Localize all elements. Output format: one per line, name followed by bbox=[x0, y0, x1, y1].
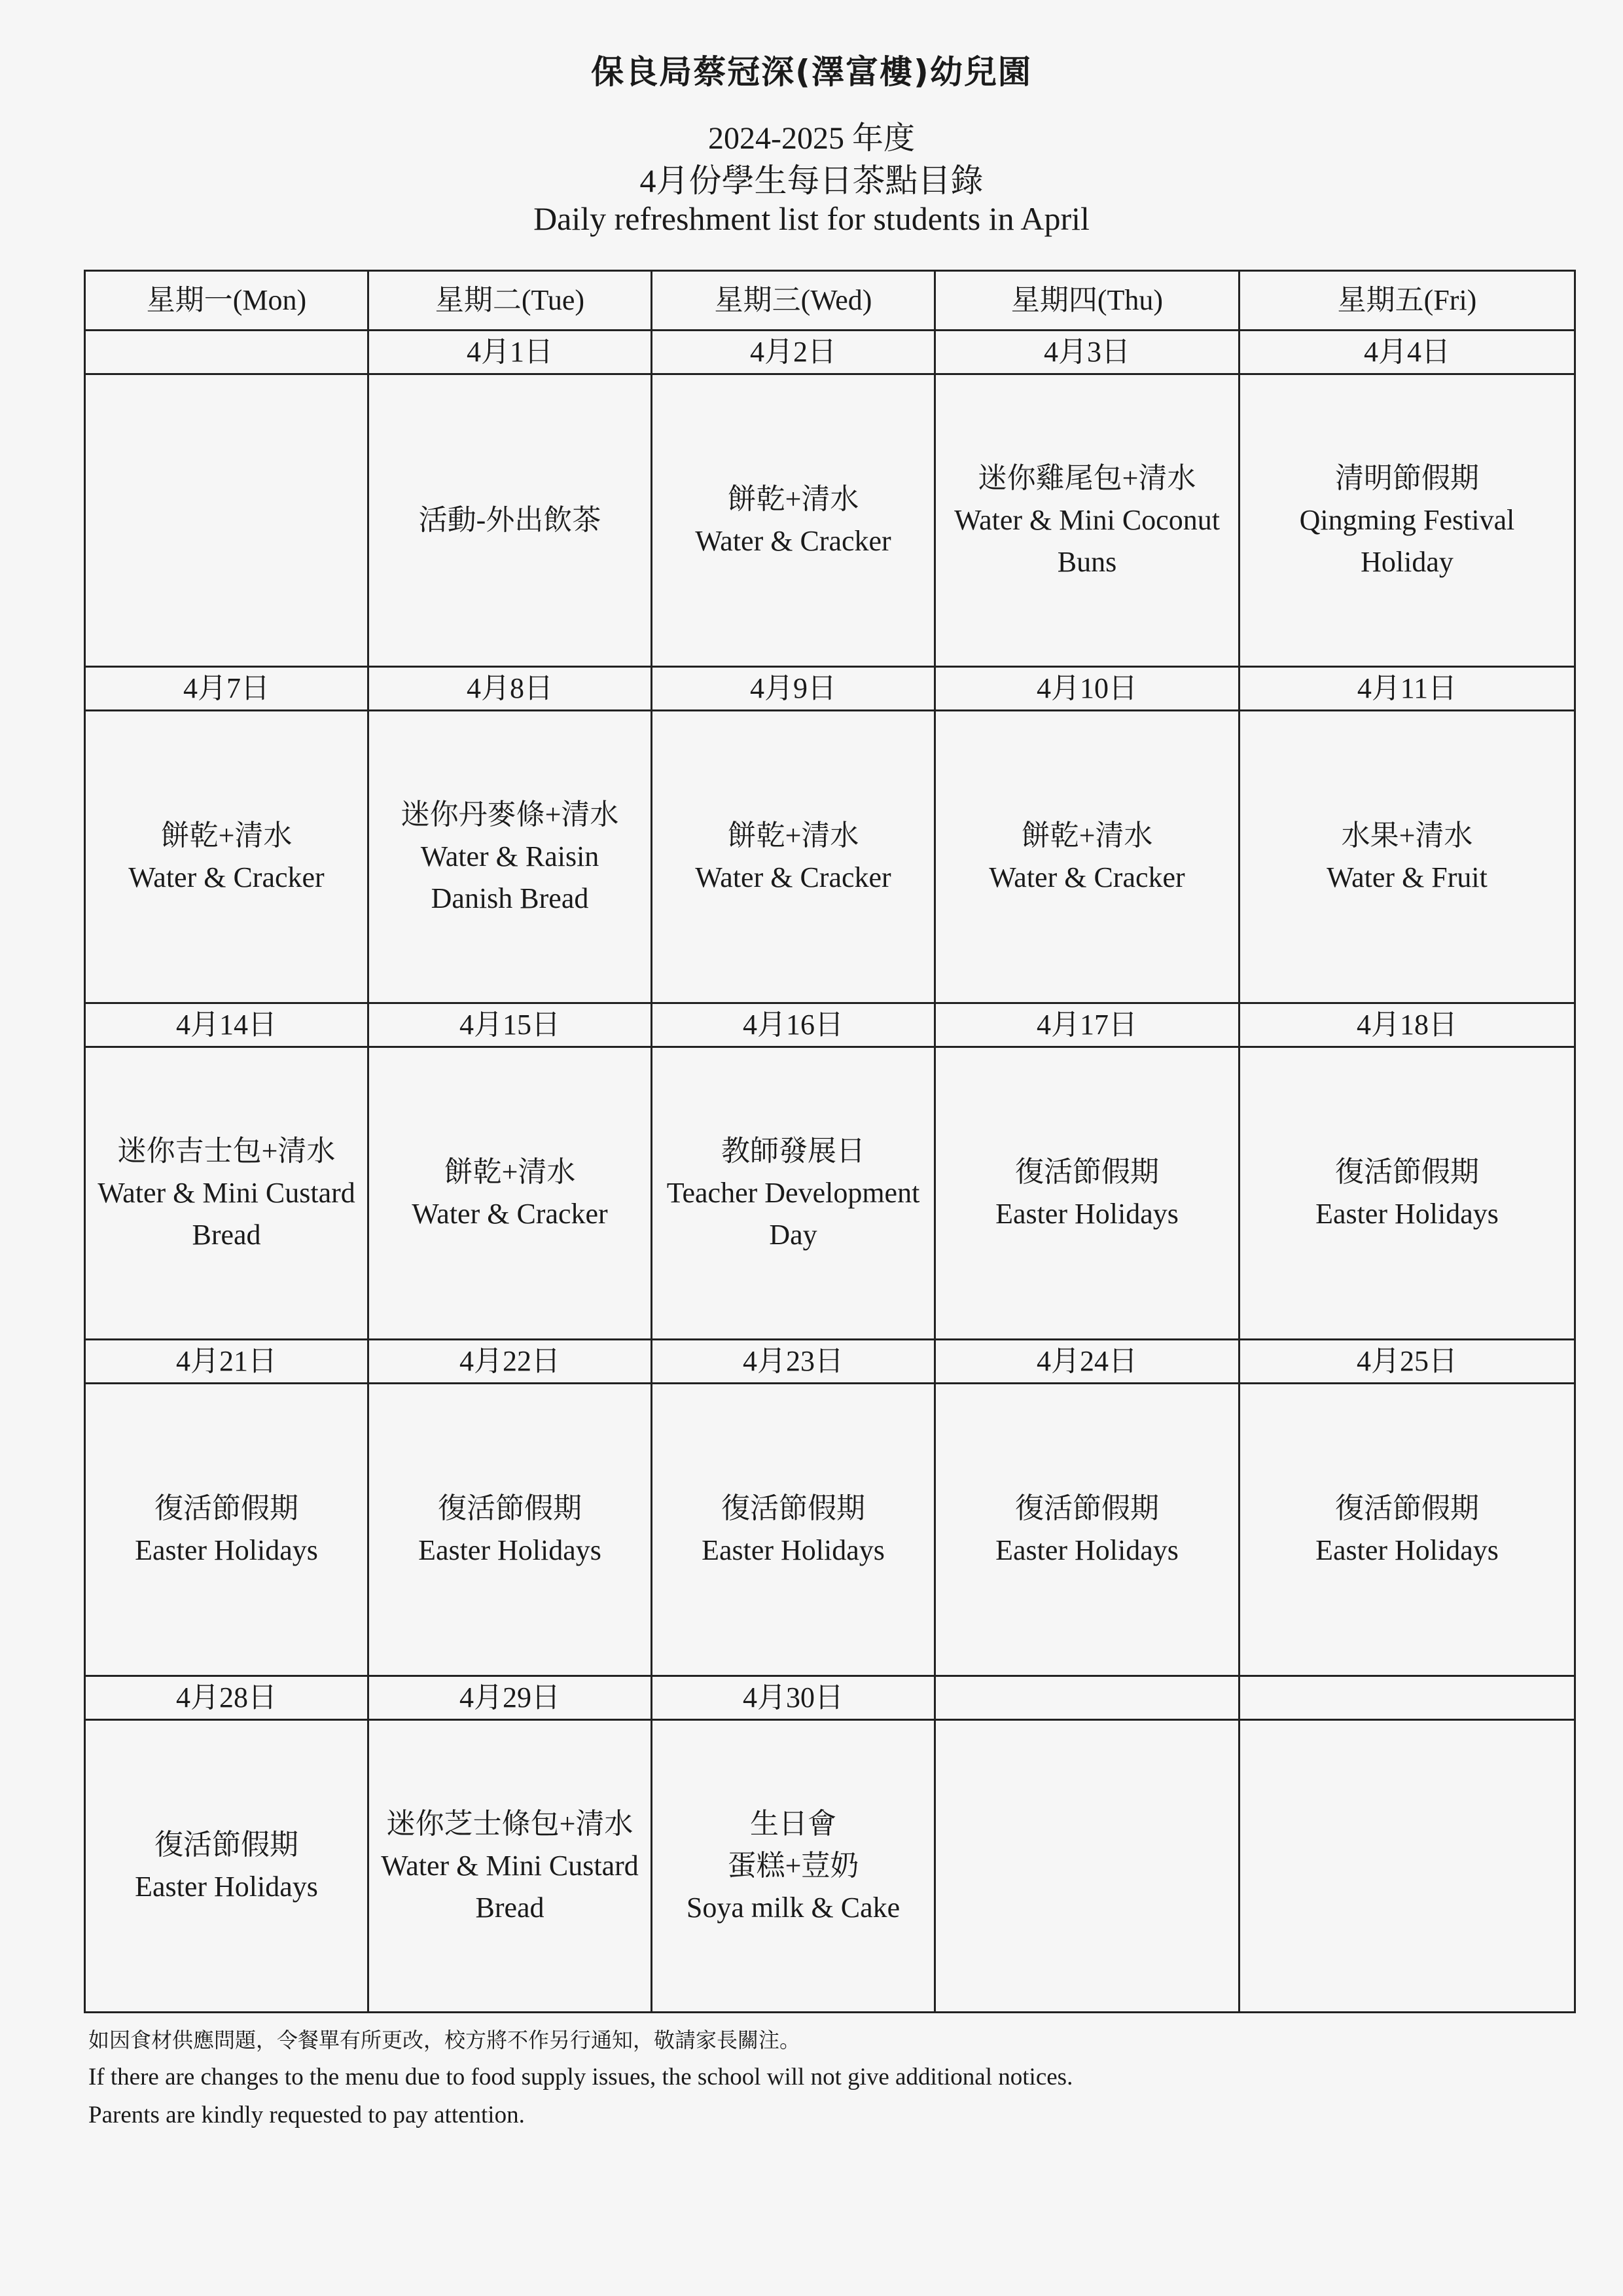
menu-line: 蛋糕+荳奶 bbox=[727, 1850, 859, 1882]
menu-line: Day bbox=[769, 1219, 817, 1251]
footer-note-chinese: 如因食材供應問題，令餐單有所更改，校方將不作另行通知，敬請家長關注。 bbox=[88, 2028, 801, 2053]
menu-line: 水果+清水 bbox=[1341, 819, 1473, 852]
date-row bbox=[85, 667, 1575, 711]
menu-line: Soya milk & Cake bbox=[686, 1892, 901, 1924]
menu-cell bbox=[652, 1047, 935, 1340]
menu-line: Water & Cracker bbox=[989, 861, 1185, 893]
menu-line: 迷你丹麥條+清水 bbox=[401, 798, 619, 831]
menu-line: Water & Mini Custard bbox=[98, 1177, 355, 1209]
menu-row bbox=[85, 711, 1575, 1003]
day-header-thu: 星期四(Thu) bbox=[935, 271, 1240, 331]
menu-line: Bread bbox=[192, 1219, 261, 1251]
menu-line: 餅乾+清水 bbox=[1021, 819, 1153, 852]
menu-line: 餅乾+清水 bbox=[444, 1156, 576, 1188]
menu-cell bbox=[1240, 1720, 1575, 2013]
footer-notes bbox=[88, 2024, 1594, 2139]
date-cell: 4月3日 bbox=[935, 331, 1240, 374]
menu-line: Water & Mini Coconut bbox=[954, 504, 1220, 536]
weekday-header-row bbox=[85, 271, 1575, 331]
menu-cell bbox=[935, 1384, 1240, 1676]
menu-cell bbox=[85, 374, 368, 667]
menu-cell bbox=[1240, 1384, 1575, 1676]
menu-line: Water & Cracker bbox=[412, 1198, 608, 1230]
date-cell: 4月21日 bbox=[85, 1340, 368, 1384]
menu-cell bbox=[935, 711, 1240, 1003]
menu-line: 教師發展日 bbox=[721, 1135, 865, 1167]
date-cell: 4月25日 bbox=[1240, 1340, 1575, 1384]
menu-cell bbox=[85, 711, 368, 1003]
menu-line: Water & Raisin bbox=[420, 840, 599, 872]
menu-line: Danish Bread bbox=[431, 882, 589, 914]
date-cell: 4月7日 bbox=[85, 667, 368, 711]
menu-line: Teacher Development bbox=[666, 1177, 920, 1209]
school-name: 保良局蔡冠深(澤富樓)幼兒園 bbox=[591, 53, 1032, 91]
menu-line: Buns bbox=[1057, 546, 1117, 578]
day-header-wed: 星期三(Wed) bbox=[652, 271, 935, 331]
title-chinese: 4月份學生每日茶點目錄 bbox=[639, 162, 984, 199]
menu-row bbox=[85, 1720, 1575, 2013]
date-cell: 4月17日 bbox=[935, 1003, 1240, 1047]
menu-line: Water & Cracker bbox=[695, 525, 891, 557]
menu-cell bbox=[85, 1720, 368, 2013]
menu-cell bbox=[368, 1384, 652, 1676]
menu-line: Easter Holidays bbox=[1315, 1198, 1499, 1230]
menu-cell bbox=[652, 374, 935, 667]
title-english: Daily refreshment list for students in April bbox=[533, 200, 1090, 237]
menu-line: 餅乾+清水 bbox=[160, 819, 293, 852]
menu-cell bbox=[368, 1047, 652, 1340]
menu-cell bbox=[368, 374, 652, 667]
menu-line: 迷你吉士包+清水 bbox=[117, 1135, 336, 1167]
date-row bbox=[85, 1340, 1575, 1384]
menu-cell bbox=[85, 1047, 368, 1340]
date-cell: 4月11日 bbox=[1240, 667, 1575, 711]
menu-line: Easter Holidays bbox=[418, 1534, 601, 1566]
menu-line: Easter Holidays bbox=[995, 1198, 1179, 1230]
date-cell: 4月16日 bbox=[652, 1003, 935, 1047]
menu-line: 餅乾+清水 bbox=[727, 483, 859, 515]
menu-cell bbox=[85, 1384, 368, 1676]
menu-line: Qingming Festival bbox=[1299, 504, 1515, 536]
menu-line: Bread bbox=[475, 1892, 544, 1924]
menu-line: Easter Holidays bbox=[995, 1534, 1179, 1566]
menu-line: 迷你芝士條包+清水 bbox=[386, 1808, 633, 1840]
menu-line: 復活節假期 bbox=[1015, 1492, 1159, 1524]
menu-cell bbox=[652, 1384, 935, 1676]
menu-line: Water & Cracker bbox=[695, 861, 891, 893]
menu-line: Water & Mini Custard bbox=[381, 1850, 639, 1882]
menu-line: 復活節假期 bbox=[1335, 1492, 1479, 1524]
day-header-fri: 星期五(Fri) bbox=[1240, 271, 1575, 331]
menu-cell bbox=[1240, 1047, 1575, 1340]
date-cell: 4月9日 bbox=[652, 667, 935, 711]
date-cell: 4月28日 bbox=[85, 1676, 368, 1720]
menu-line: 復活節假期 bbox=[1015, 1156, 1159, 1188]
menu-line: Easter Holidays bbox=[1315, 1534, 1499, 1566]
date-cell: 4月8日 bbox=[368, 667, 652, 711]
menu-line: 復活節假期 bbox=[1335, 1156, 1479, 1188]
footer-note-english-2: Parents are kindly requested to pay attention. bbox=[88, 2102, 525, 2128]
menu-cell bbox=[1240, 374, 1575, 667]
refreshment-table bbox=[84, 270, 1576, 2013]
menu-line: Easter Holidays bbox=[702, 1534, 885, 1566]
day-header-tue: 星期二(Tue) bbox=[368, 271, 652, 331]
menu-line: 活動-外出飲茶 bbox=[418, 504, 601, 536]
menu-cell bbox=[368, 1720, 652, 2013]
date-row bbox=[85, 331, 1575, 374]
menu-cell bbox=[652, 1720, 935, 2013]
date-cell: 4月22日 bbox=[368, 1340, 652, 1384]
menu-line: Water & Fruit bbox=[1327, 861, 1488, 893]
date-cell: 4月29日 bbox=[368, 1676, 652, 1720]
footer-note-english-1: If there are changes to the menu due to food supply issues, the school will not give additional notices. bbox=[88, 2064, 1073, 2090]
day-header-mon: 星期一(Mon) bbox=[85, 271, 368, 331]
date-cell: 4月23日 bbox=[652, 1340, 935, 1384]
menu-row bbox=[85, 1384, 1575, 1676]
menu-row bbox=[85, 1047, 1575, 1340]
menu-line: Water & Cracker bbox=[128, 861, 325, 893]
date-cell: 4月15日 bbox=[368, 1003, 652, 1047]
date-cell bbox=[935, 1676, 1240, 1720]
menu-line: 復活節假期 bbox=[438, 1492, 582, 1524]
menu-line: 迷你雞尾包+清水 bbox=[978, 462, 1196, 494]
menu-line: Easter Holidays bbox=[135, 1534, 318, 1566]
date-cell: 4月2日 bbox=[652, 331, 935, 374]
date-cell: 4月4日 bbox=[1240, 331, 1575, 374]
menu-line: 生日會 bbox=[750, 1808, 836, 1840]
menu-line: Holiday bbox=[1361, 546, 1454, 578]
date-cell bbox=[1240, 1676, 1575, 1720]
date-cell: 4月30日 bbox=[652, 1676, 935, 1720]
menu-cell bbox=[1240, 711, 1575, 1003]
menu-line: 復活節假期 bbox=[154, 1492, 298, 1524]
date-cell: 4月24日 bbox=[935, 1340, 1240, 1384]
menu-line: 清明節假期 bbox=[1335, 462, 1479, 494]
date-row bbox=[85, 1003, 1575, 1047]
menu-line: 復活節假期 bbox=[721, 1492, 865, 1524]
menu-cell bbox=[935, 1720, 1240, 2013]
date-row bbox=[85, 1676, 1575, 1720]
menu-cell bbox=[935, 374, 1240, 667]
menu-row bbox=[85, 374, 1575, 667]
school-year: 2024-2025 年度 bbox=[708, 121, 915, 156]
menu-line: Easter Holidays bbox=[135, 1871, 318, 1903]
menu-line: 復活節假期 bbox=[154, 1829, 298, 1861]
date-cell: 4月18日 bbox=[1240, 1003, 1575, 1047]
menu-cell bbox=[652, 711, 935, 1003]
date-cell: 4月10日 bbox=[935, 667, 1240, 711]
menu-cell bbox=[368, 711, 652, 1003]
date-cell: 4月14日 bbox=[85, 1003, 368, 1047]
date-cell: 4月1日 bbox=[368, 331, 652, 374]
date-cell bbox=[85, 331, 368, 374]
menu-line: 餅乾+清水 bbox=[727, 819, 859, 852]
menu-cell bbox=[935, 1047, 1240, 1340]
